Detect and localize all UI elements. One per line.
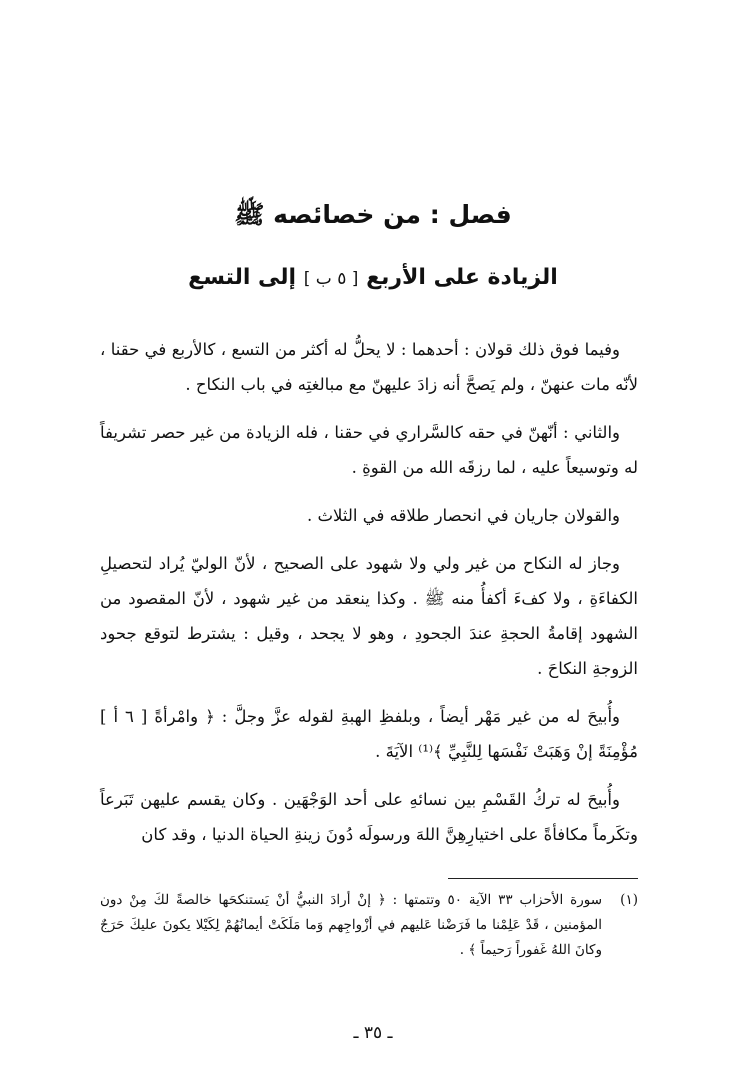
chapter-title <box>0 198 746 232</box>
paragraph: وأُبيحَ له من غير مَهْر أيضاً ، وبلفظِ الهبةِ لقوله عزَّ وجلَّ : ﴿ وامْرأةً [ ٦ أ ] مُؤْمِنَةً إنْ وَهَبَتْ نَفْسَها لِلنَّبِيِّ ﴾⁽¹⁾ الآيَةَ . <box>100 707 638 761</box>
subtitle-text-after: إلى التسع <box>188 265 297 290</box>
folio-marker: [ ٥ ب ] <box>303 269 359 289</box>
subtitle-text-before: الزيادة على الأربع <box>366 265 558 290</box>
footnote-number: (١) <box>620 892 638 908</box>
footnote-divider <box>448 878 638 879</box>
chapter-title-text: فصل : من خصائصه ﷺ <box>234 200 512 229</box>
paragraph: والقولان جاريان في انحصار طلاقه في الثلاث . <box>307 506 620 525</box>
paragraph: والثاني : أنّهنّ في حقه كالسَّراري في حقنا ، فله الزيادة من غير حصر تشريفاً له وتوسيعاً عليه ، لما رزقَه الله من القوةِ . <box>100 423 638 477</box>
footnote-text: سورة الأحزاب ٣٣ الآية ٥٠ وتتمتها : ﴿ إنْ أرادَ النبيُّ أنْ يَستنكحَها خالصةً لكَ مِنْ دون المؤمنين ، قَدْ عَلِمْنا ما فَرَضْنا عَليهم في أزْواجِهم وَما مَلَكَتْ أيمانُهُمْ لِكَيْلا يكونَ عليكَ حَرَجٌ وكانَ اللهُ غَفوراً رَحيماً ﴾ . <box>100 892 603 958</box>
footnote <box>100 888 638 963</box>
section-subtitle <box>0 262 746 295</box>
paragraph: وفيما فوق ذلك قولان : أحدهما : لا يحلُّ له أكثر من التسع ، كالأربع في حقنا ، لأنّه مات عنهنّ ، ولم يَصحَّ أنه زادَ عليهنّ مع مبالغتِه في باب النكاح . <box>100 340 638 394</box>
main-text <box>100 332 638 865</box>
page-number: ـ ٣٥ ـ <box>353 1023 393 1043</box>
paragraph: وأُبيحَ له تركُ القَسْمِ بين نسائهِ على أحد الوَجْهَين . وكان يقسم عليهن تَبَرعاً وتكَرماً مكافأةً على اختيارِهِنَّ اللهَ ورسولَه دُونَ زينةِ الحياة الدنيا ، وقد كان <box>100 790 638 844</box>
paragraph: وجاز له النكاح من غير ولي ولا شهود على الصحيح ، لأنّ الوليّ يُراد لتحصيلِ الكفاءَةِ ، ولا كفءَ أكفأُ منه ﷺ . وكذا ينعقد من غير شهود ، لأنّ المقصود من الشهود إقامةُ الحجةِ عندَ الجحودِ ، وهو لا يجحد ، وقيل : يشترط لتوقع جحود الزوجةِ النكاحَ . <box>100 554 638 678</box>
